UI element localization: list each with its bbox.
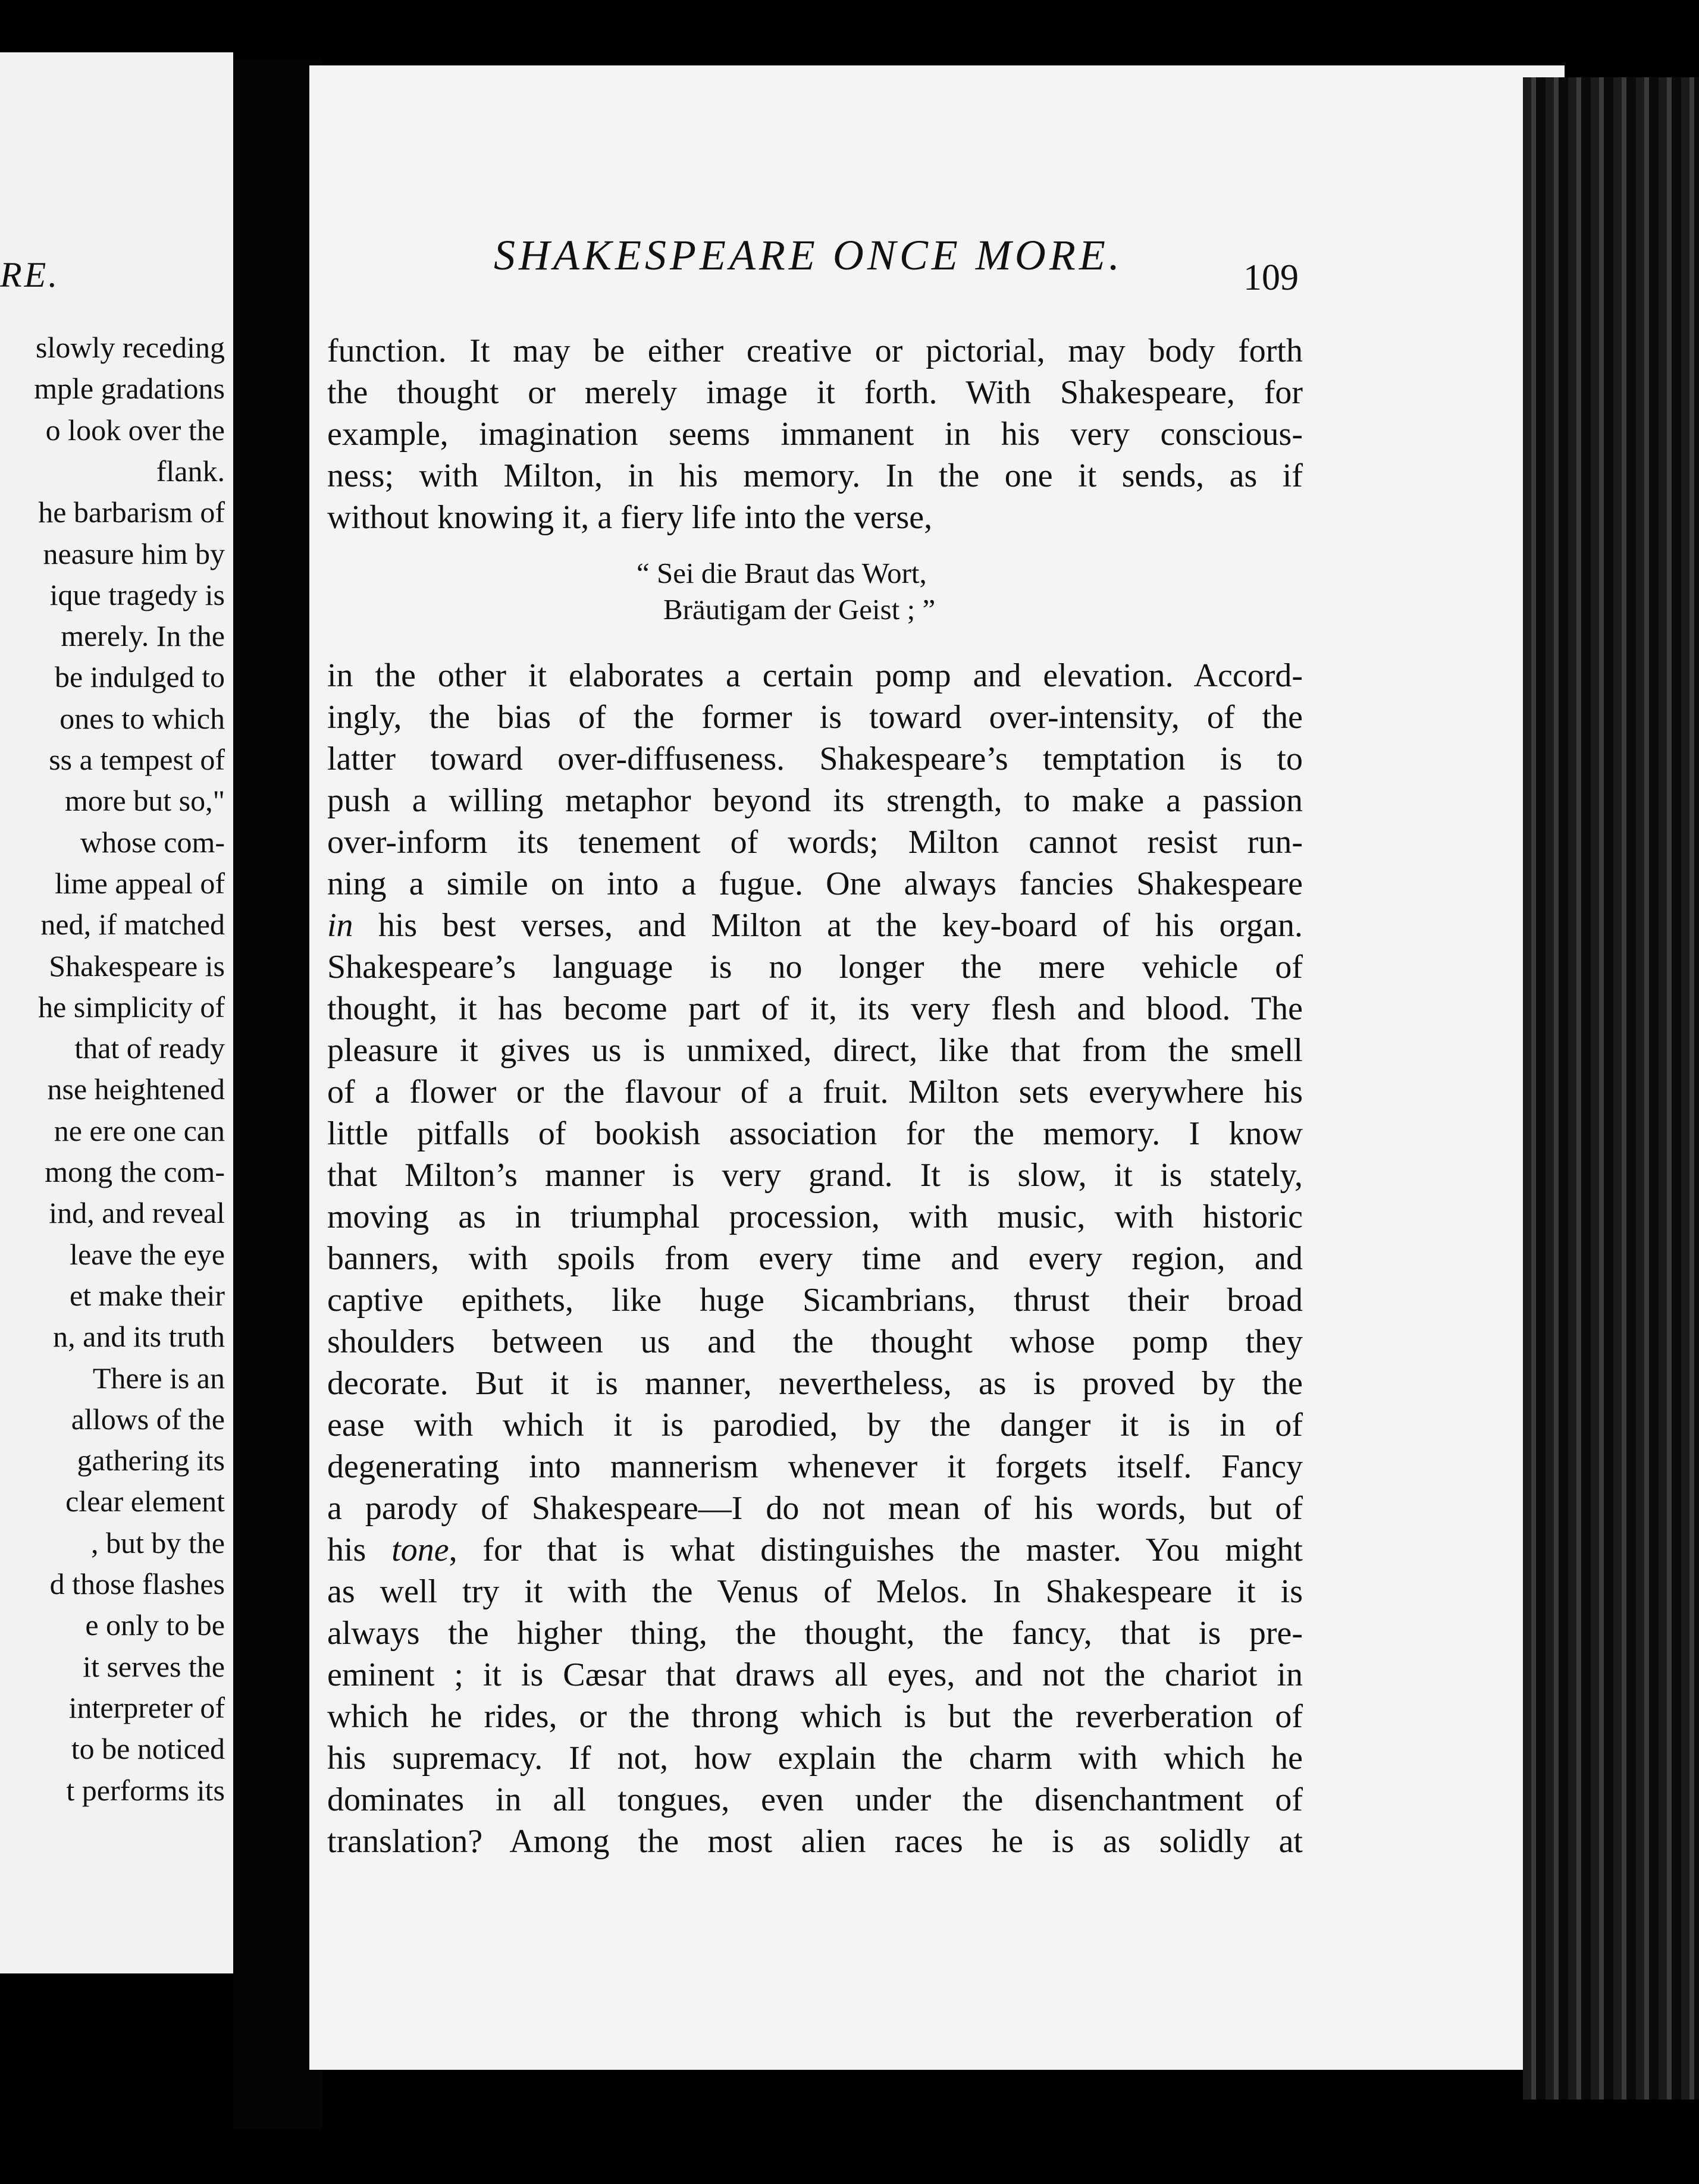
text-line: as well try it with the Venus of Melos. In Shakespeare it is — [327, 1573, 1303, 1610]
left-text-line: , but by the — [91, 1526, 225, 1559]
quote-line: Bräutigam der Geist ; ” — [663, 593, 936, 626]
left-text-line: Shakespeare is — [49, 949, 225, 983]
left-text-line: d those flashes — [49, 1567, 225, 1601]
text-line: example, imagination seems immanent in his very conscious- — [327, 416, 1303, 453]
left-text-line: to be noticed — [71, 1732, 225, 1766]
left-text-line: There is an — [92, 1361, 225, 1395]
left-text-line: ned, if matched — [40, 908, 225, 942]
left-text-line: o look over the — [45, 413, 225, 447]
left-page-fragment — [0, 52, 233, 1973]
text-line: pleasure it gives us is unmixed, direct, like that from the smell — [327, 1032, 1303, 1069]
italic-word: tone — [391, 1532, 449, 1568]
left-text-line: interpreter of — [68, 1690, 225, 1724]
text-line: of a flower or the flavour of a fruit. Milton sets everywhere his — [327, 1074, 1303, 1110]
left-text-line: allows of the — [71, 1402, 225, 1436]
text-line: shoulders between us and the thought whose pomp they — [327, 1323, 1303, 1360]
left-text-line: more but so," — [65, 784, 225, 818]
left-text-line: nse heightened — [47, 1072, 225, 1106]
text-run: , for that is what distinguishes the master. You might — [449, 1532, 1303, 1568]
left-text-line: ss a tempest of — [49, 743, 225, 776]
left-text-line: he barbarism of — [38, 495, 225, 529]
text-run: his — [327, 1532, 392, 1568]
text-line: banners, with spoils from every time and every region, and — [327, 1240, 1303, 1277]
text-line: in the other it elaborates a certain pomp and elevation. Accord- — [327, 657, 1303, 694]
left-text-line: ind, and reveal — [49, 1196, 225, 1230]
left-text-line: ones to which — [59, 701, 225, 735]
left-text-line: it serves the — [83, 1649, 225, 1683]
left-text-line: neasure him by — [43, 536, 225, 570]
page-number: 109 — [1243, 258, 1299, 298]
left-text-line: et make their — [70, 1278, 225, 1312]
text-line: little pitfalls of bookish association for the memory. I know — [327, 1115, 1303, 1152]
left-text-line: n, and its truth — [53, 1320, 225, 1354]
text-line: the thought or merely image it forth. With Shakespeare, for — [327, 374, 1303, 411]
left-text-line: mple gradations — [34, 372, 225, 406]
text-line: moving as in triumphal procession, with music, with historic — [327, 1198, 1303, 1235]
text-line: thought, it has become part of it, its very flesh and blood. The — [327, 990, 1303, 1027]
text-line: decorate. But it is manner, nevertheless, as is proved by the — [327, 1365, 1303, 1402]
left-text-line: he simplicity of — [38, 990, 225, 1024]
left-text-line: lime appeal of — [55, 866, 225, 900]
text-line: without knowing it, a fiery life into the verse, — [327, 499, 933, 536]
left-text-line: clear element — [65, 1485, 225, 1518]
text-line: latter toward over-diffuseness. Shakespeare’s temptation is to — [327, 740, 1303, 777]
text-line: eminent ; it is Cæsar that draws all eyes, and not the chariot in — [327, 1656, 1303, 1693]
text-line: captive epithets, like huge Sicambrians, thrust their broad — [327, 1282, 1303, 1319]
text-line: ning a simile on into a fugue. One always fancies Shakespeare — [327, 865, 1303, 902]
text-line: Shakespeare’s language is no longer the mere vehicle of — [327, 949, 1303, 986]
text-line: push a willing metaphor beyond its strength, to make a passion — [327, 782, 1303, 819]
left-text-line: flank. — [156, 454, 225, 488]
text-line: dominates in all tongues, even under the disenchantment of — [327, 1781, 1303, 1818]
left-text-line: t performs its — [66, 1773, 225, 1807]
left-text-line: whose com- — [80, 825, 225, 859]
left-text-line: e only to be — [85, 1608, 225, 1642]
text-line: translation? Among the most alien races he is as solidly at — [327, 1823, 1303, 1860]
left-text-line: slowly receding — [36, 331, 225, 364]
text-line: ease with which it is parodied, by the danger it is in of — [327, 1407, 1303, 1444]
left-text-line: that of ready — [74, 1031, 225, 1065]
left-text-line: gathering its — [77, 1444, 225, 1477]
text-line: function. It may be either creative or pictorial, may body forth — [327, 332, 1303, 369]
text-run: his best verses, and Milton at the key-board of his organ. — [353, 907, 1303, 944]
text-line: a parody of Shakespeare—I do not mean of his words, but of — [327, 1490, 1303, 1527]
left-text-line: be indulged to — [54, 660, 225, 694]
text-line: degenerating into mannerism whenever it forgets itself. Fancy — [327, 1448, 1303, 1485]
text-line: that Milton’s manner is very grand. It is slow, it is stately, — [327, 1157, 1303, 1194]
text-line: ness; with Milton, in his memory. In the one it sends, as if — [327, 457, 1303, 494]
left-text-line: mong the com- — [45, 1155, 225, 1188]
page-edges — [1523, 77, 1699, 2100]
italic-word: in — [327, 907, 353, 944]
text-line: over-inform its tenement of words; Milton cannot resist run- — [327, 824, 1303, 861]
left-text-line: ne ere one can — [54, 1113, 225, 1147]
quote-line: “ Sei die Braut das Wort, — [637, 557, 927, 589]
left-running-head: RE. — [0, 255, 60, 294]
text-line: ingly, the bias of the former is toward over-intensity, of the — [327, 699, 1303, 736]
text-line: his supremacy. If not, how explain the charm with which he — [327, 1740, 1303, 1777]
left-text-line: leave the eye — [70, 1237, 225, 1271]
left-text-line: merely. In the — [61, 619, 225, 653]
text-line: which he rides, or the throng which is but the reverberation of — [327, 1698, 1303, 1735]
text-line — [327, 1533, 1303, 1567]
text-line — [327, 909, 1303, 942]
left-text-line: ique tragedy is — [49, 578, 225, 611]
text-line: always the higher thing, the thought, the fancy, that is pre- — [327, 1615, 1303, 1652]
running-head: SHAKESPEARE ONCE MORE. — [494, 231, 1123, 279]
